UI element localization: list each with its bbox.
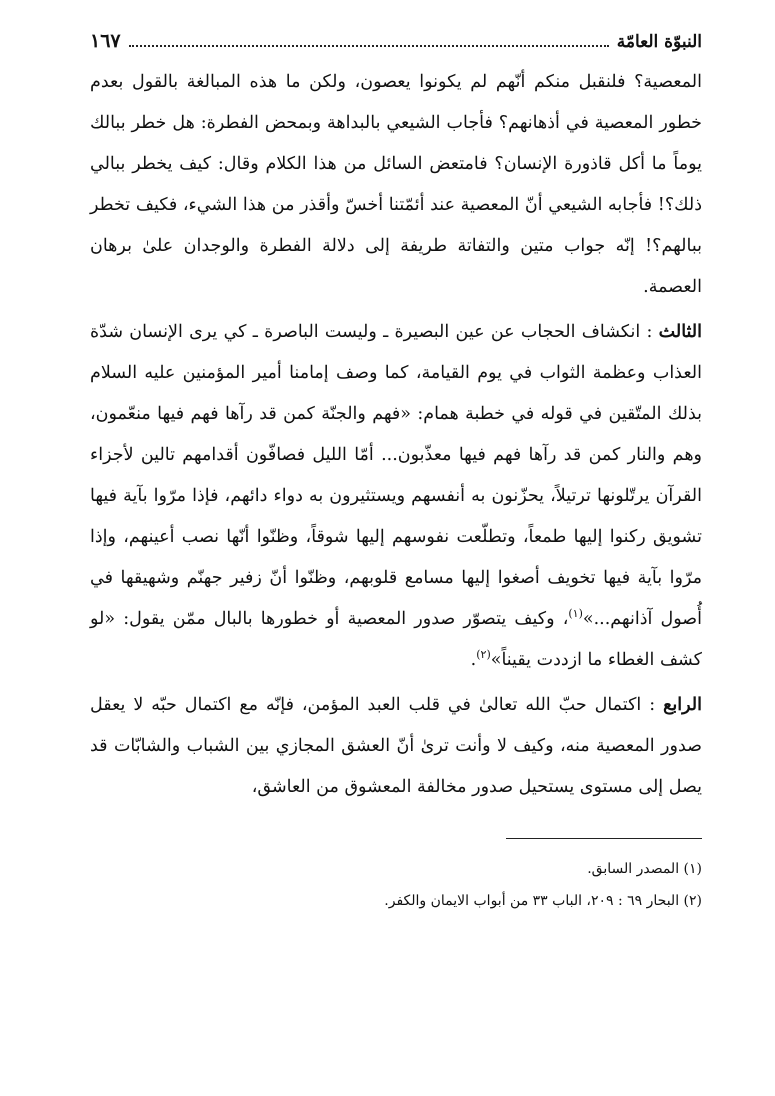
- paragraph-third: [90, 312, 702, 681]
- paragraph-text-end: .: [470, 650, 477, 670]
- footnote-2: (٢) البحار ٦٩ : ٢٠٩، الباب ٣٣ من أبواب الايمان والكفر.: [384, 893, 702, 909]
- footnote-1: (١) المصدر السابق.: [587, 861, 702, 877]
- footnotes: [90, 853, 702, 917]
- chapter-title: النبوّة العامّة: [616, 32, 702, 52]
- footnote-ref-2[interactable]: (٢): [476, 648, 491, 662]
- paragraph-fourth: [90, 685, 702, 808]
- footnote-divider: [506, 838, 702, 839]
- running-header: [90, 30, 702, 62]
- paragraph-continued: [90, 62, 702, 308]
- paragraph-text: : انكشاف الحجاب عن عين البصيرة ـ وليست الباصرة ـ كي يرى الإنسان شدّة العذاب وعظمة الثواب في يوم القيامة، كما وصف إمامنا أمير المؤمنين عليه السلام بذلك المتّقين في قوله في خطبة همام: «فهم والجنّة كمن قد رآها فهم فيها منعّمون، وهم والنار كمن قد رآها فهم فيها معذّبون... أمّا الليل فصافّون أقدامهم تالين لأجزاء القرآن يرتّلونها ترتيلاً، يحزّنون به أنفسهم ويستثيرون به دواء دائهم، فإذا مرّوا بآية فيها تشويق ركنوا إليها طمعاً، وتطلّعت نفوسهم إليها شوقاً، وظنّوا أنّها نصب أعينهم، وإذا مرّوا بآية فيها تخويف أصغوا إليها مسامع قلوبهم، وظنّوا أنّ زفير جهنّم وشهيقها في أُصول آذانهم...»: [90, 322, 702, 629]
- book-page: [90, 30, 702, 917]
- footnote-ref-1[interactable]: (١): [568, 607, 583, 621]
- paragraph-text: المعصية؟ فلنقبل منكم أنّهم لم يكونوا يعصون، ولكن ما هذه المبالغة بالقول بعدم خطور المعصية في أذهانهم؟ فأجاب الشيعي بالبداهة وبمحض الفطرة: هل خطر ببالك يوماً ما أكل قاذورة الإنسان؟ فامتعض السائل من هذا الكلام وقال: كيف يخطر ببالي ذلك؟! فأجابه الشيعي أنّ المعصية عند أئمّتنا أخسّ وأقذر من هذا الشيء، فكيف تخطر ببالهم؟! إنّه جواب متين والتفاتة طريفة إلى دلالة الفطرة والوجدان علىٰ برهان العصمة.: [90, 72, 702, 297]
- paragraph-lead: الرابع: [663, 695, 702, 715]
- paragraph-text: : اكتمال حبّ الله تعالىٰ في قلب العبد المؤمن، فإنّه مع اكتمال حبّه لا يعقل صدور المعصية منه، وكيف لا وأنت ترىٰ أنّ العشق المجازي بين الشباب والشابّات قد يصل إلى مستوى يستحيل صدور مخالفة المعشوق من العاشق،: [90, 695, 702, 797]
- header-dot-leader: [129, 44, 609, 47]
- page-number: ١٦٧: [90, 30, 121, 52]
- paragraph-text-tail: ، وكيف يتصوّر صدور المعصية أو خطورها بالبال ممّن يقول: «لو كشف الغطاء ما ازددت يقيناً»: [90, 609, 702, 670]
- paragraph-lead: الثالث: [658, 322, 702, 342]
